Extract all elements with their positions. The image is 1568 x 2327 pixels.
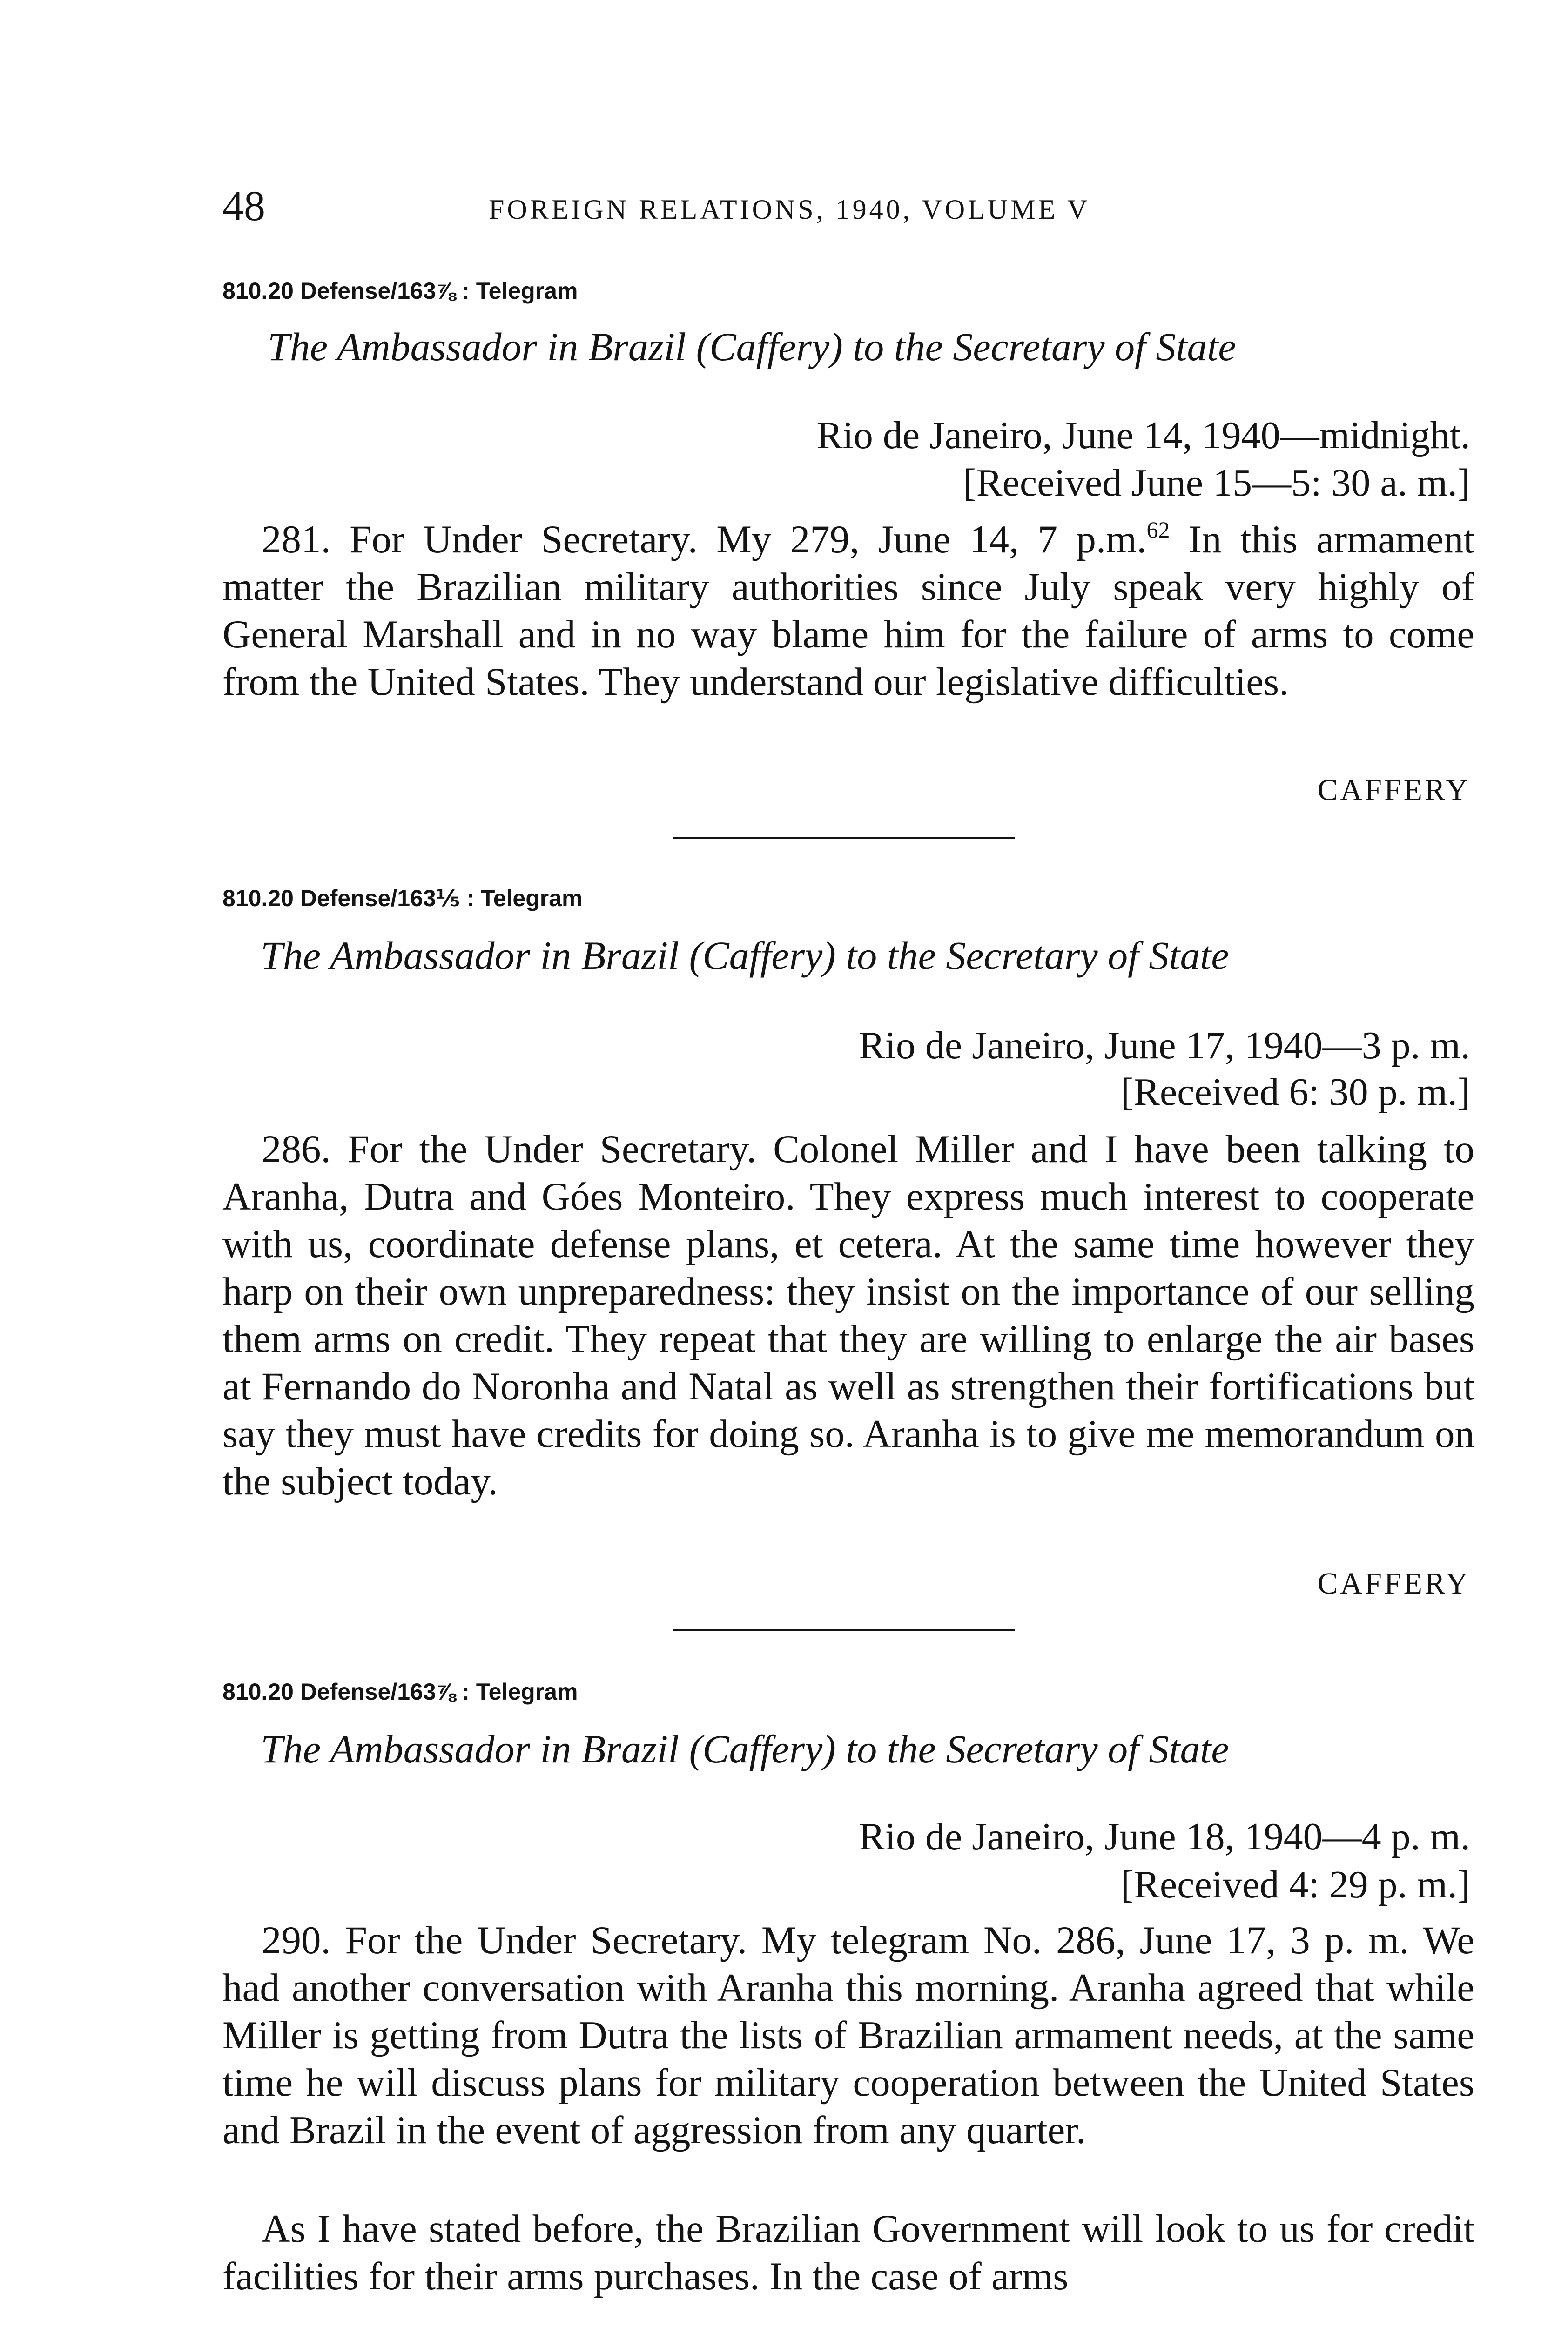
place-date: Rio de Janeiro, June 18, 1940—4 p. m.: [859, 1815, 1470, 1858]
telegram-paragraph: 281. For Under Secretary. My 279, June 14, 7 p.m.$^{62}$ In this armament matter the Brazilian military authorities since July speak very highly of General Marshall and in no way blame him for the failure of arms to come from the United States. They understand our legislative difficulties.: [222, 517, 1475, 704]
footnote-reference: 62: [1146, 517, 1170, 543]
received-note: [Received June 15—5: 30 a. m.]: [963, 461, 1470, 504]
telegram-paragraph: 290. For the Under Secretary. My telegram No. 286, June 17, 3 p. m. We had another conversation with Aranha this morning. Aranha agreed that while Miller is getting from Dutra the lists of Brazilian armament needs, at the same time he will discuss plans for military cooperation between the United States and Brazil in the event of aggression from any quarter.: [222, 1918, 1474, 2152]
running-title: FOREIGN RELATIONS, 1940, VOLUME V: [489, 194, 1090, 225]
document-heading: The Ambassador in Brazil (Caffery) to the Secretary of State: [261, 933, 1229, 978]
section-divider: [673, 1629, 1015, 1631]
file-number: 810.20 Defense/163⅞ : Telegram: [222, 1679, 578, 1705]
file-number: 810.20 Defense/163⅕ : Telegram: [222, 885, 583, 911]
signature: CAFFERY: [1317, 773, 1470, 807]
section-divider: [673, 837, 1015, 839]
page-number: 48: [222, 182, 265, 229]
file-number: 810.20 Defense/163⅞ : Telegram: [222, 278, 578, 304]
received-note: [Received 6: 30 p. m.]: [1120, 1070, 1470, 1114]
received-note: [Received 4: 29 p. m.]: [1120, 1863, 1470, 1906]
document-heading: The Ambassador in Brazil (Caffery) to the Secretary of State: [268, 324, 1236, 369]
telegram-paragraph: 286. For the Under Secretary. Colonel Miller and I have been talking to Aranha, Dutra and Góes Monteiro. They express much interest to cooperate with us, coordinate defense plans, et cetera. At the same time however they harp on their own unpreparedness: they insist on the importance of our selling them arms on credit. They repeat that they are willing to enlarge the air bases at Fernando do Noronha and Natal as well as strengthen their fortifications but say they must have credits for doing so. Aranha is to give me memorandum on the subject today.: [222, 1127, 1474, 1503]
place-date: Rio de Janeiro, June 17, 1940—3 p. m.: [859, 1024, 1470, 1067]
document-heading: The Ambassador in Brazil (Caffery) to the Secretary of State: [261, 1727, 1229, 1771]
signature: CAFFERY: [1317, 1567, 1470, 1601]
place-date: Rio de Janeiro, June 14, 1940—midnight.: [816, 414, 1470, 457]
telegram-paragraph: As I have stated before, the Brazilian Government will look to us for credit facilities for their arms purchases. In the case of arms: [222, 2207, 1474, 2298]
